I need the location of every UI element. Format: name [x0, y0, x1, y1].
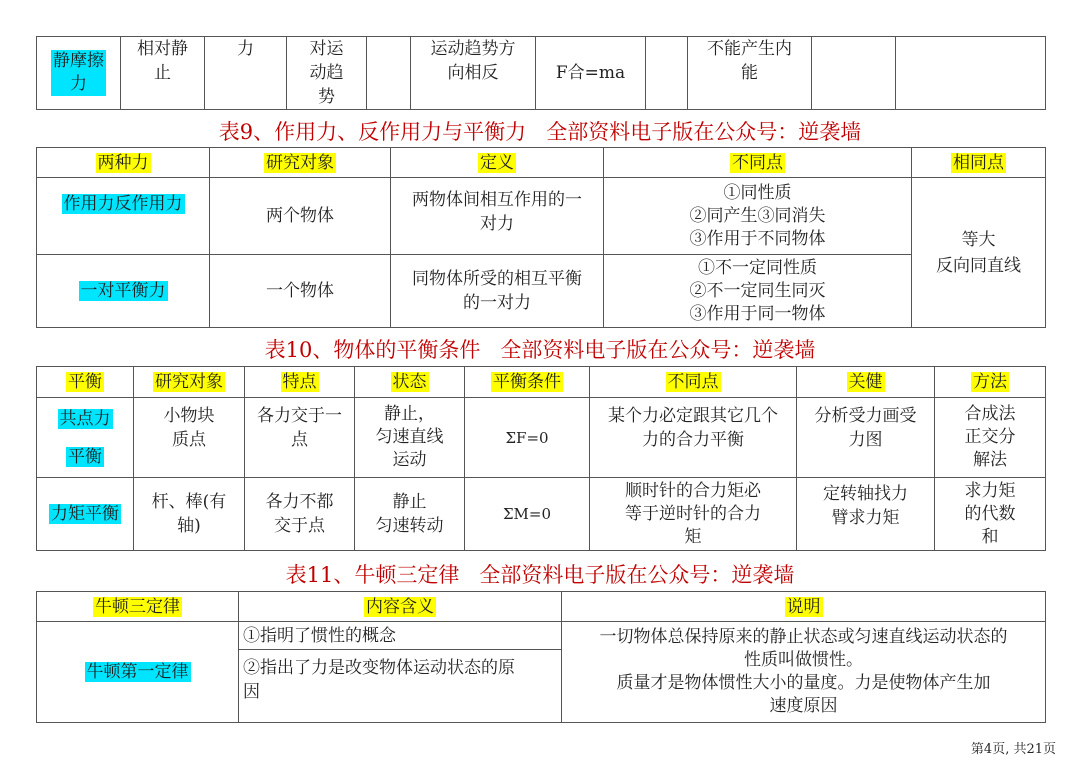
empty-cell: [812, 37, 896, 110]
similarity-cell: 等大 反向同直线: [912, 178, 1046, 328]
meaning-cell: ②指出了力是改变物体运动状态的原 因: [239, 650, 562, 723]
table10-header: 不同点: [590, 367, 797, 398]
difference-cell: 顺时针的合力矩必 等于逆时针的合力 矩: [590, 478, 797, 551]
table10-header: 特点: [245, 367, 355, 398]
table9-title: [0, 119, 1080, 145]
table10: [36, 366, 1046, 551]
explanation-cell: 一切物体总保持原来的静止状态或匀速直线运动状态的 性质叫做惯性。 质量才是物体惯性大小的量度。力是使物体产生加 速度原因: [562, 622, 1046, 723]
motion-trend-cell: 对运 动趋 势: [287, 37, 367, 110]
difference-cell: 某个力必定跟其它几个 力的合力平衡: [590, 398, 797, 478]
object-cell: 一个物体: [210, 255, 391, 328]
table-row: [37, 178, 1046, 255]
object-cell: 杆、棒(有 轴): [134, 478, 245, 551]
static-friction-cell: [37, 37, 121, 110]
table-row: [37, 255, 1046, 328]
table-row: [37, 622, 1046, 650]
table11-header: 说明: [562, 592, 1046, 622]
table9-header: 定义: [391, 148, 604, 178]
table10-title: [0, 337, 1080, 363]
table10-header: 平衡条件: [465, 367, 590, 398]
equilibrium-type-cell: 力矩平衡: [37, 478, 134, 551]
table9: [36, 147, 1046, 328]
object-cell: 小物块 质点: [134, 398, 245, 478]
table11: [36, 591, 1046, 723]
method-cell: 合成法 正交分 解法: [935, 398, 1046, 478]
empty-cell: [896, 37, 1046, 110]
empty-cell: [646, 37, 688, 110]
relative-rest-cell: 相对静 止: [121, 37, 205, 110]
condition-cell: ΣF=0: [465, 398, 590, 478]
state-cell: 静止， 匀速直线 运动: [355, 398, 465, 478]
static-friction-label: 静摩擦 力: [53, 51, 104, 94]
table10-header: 关健: [797, 367, 935, 398]
table10-promo: 全部资料电子版在公众号：逆袭墙: [500, 338, 816, 362]
object-cell: 两个物体: [210, 178, 391, 255]
table-row: [37, 478, 1046, 551]
table10-title-text: 表10、物体的平衡条件: [264, 338, 481, 362]
no-internal-energy-cell: 不能产生内 能: [688, 37, 812, 110]
table9-header: 研究对象: [210, 148, 391, 178]
table11-title-text: 表11、牛顿三定律: [285, 563, 460, 587]
key-cell: 分析受力画受 力图: [797, 398, 935, 478]
table11-title: [0, 562, 1080, 588]
difference-cell: ①同性质 ②同产生③同消失 ③作用于不同物体: [604, 178, 912, 255]
feature-cell: 各力不都 交于点: [245, 478, 355, 551]
force-type-cell: 作用力反作用力: [37, 178, 210, 255]
table9-header: 相同点: [912, 148, 1046, 178]
table11-promo: 全部资料电子版在公众号：逆袭墙: [479, 563, 795, 587]
table10-header: 状态: [355, 367, 465, 398]
table-row: [37, 398, 1046, 478]
table9-header: 不同点: [604, 148, 912, 178]
key-cell: 定转轴找力 臂求力矩: [797, 478, 935, 551]
equilibrium-type-cell: 共点力 平衡: [37, 398, 134, 478]
definition-cell: 同物体所受的相互平衡 的一对力: [391, 255, 604, 328]
table11-header: 内容含义: [239, 592, 562, 622]
table9-title-text: 表9、作用力、反作用力与平衡力: [218, 120, 527, 144]
direction-cell: 运动趋势方 向相反: [411, 37, 536, 110]
difference-cell: ①不一定同性质 ②不一定同生同灭 ③作用于同一物体: [604, 255, 912, 328]
feature-cell: 各力交于一 点: [245, 398, 355, 478]
meaning-cell: ①指明了惯性的概念: [239, 622, 562, 650]
force-cell: 力: [205, 37, 287, 110]
table11-header: 牛顿三定律: [37, 592, 239, 622]
law-name-cell: 牛顿第一定律: [37, 622, 239, 723]
force-type-cell: 一对平衡力: [37, 255, 210, 328]
method-cell: 求力矩 的代数 和: [935, 478, 1046, 551]
formula-cell: F合=ma: [536, 37, 646, 110]
empty-cell: [367, 37, 411, 110]
condition-cell: ΣM=0: [465, 478, 590, 551]
table10-header: 平衡: [37, 367, 134, 398]
table10-header: 研究对象: [134, 367, 245, 398]
table9-header: 两种力: [37, 148, 210, 178]
table9-promo: 全部资料电子版在公众号：逆袭墙: [546, 120, 862, 144]
state-cell: 静止 匀速转动: [355, 478, 465, 551]
definition-cell: 两物体间相互作用的一 对力: [391, 178, 604, 255]
table10-header: 方法: [935, 367, 1046, 398]
page-number: 第4页, 共21页: [970, 742, 1056, 757]
friction-row-table: [36, 36, 1046, 110]
